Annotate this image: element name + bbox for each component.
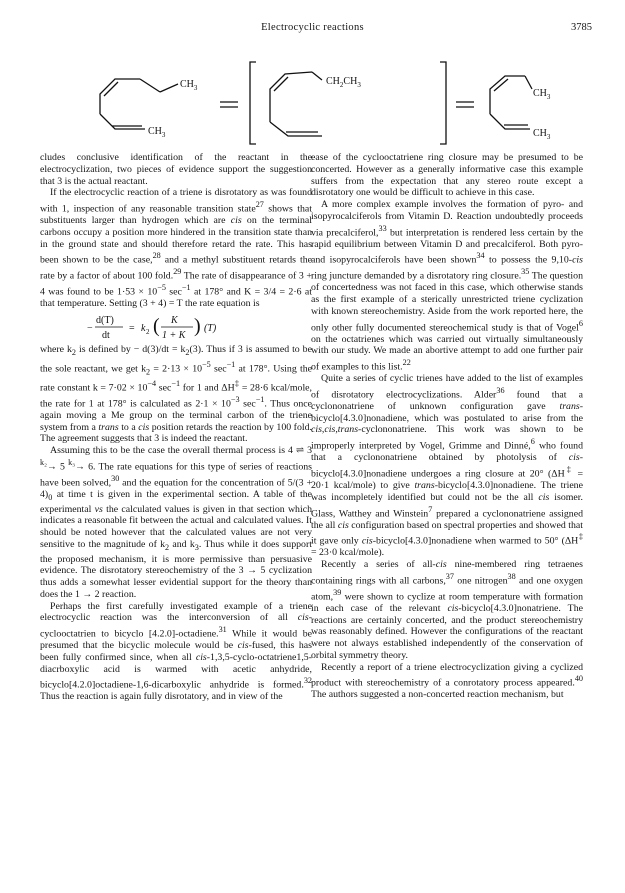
triene-middle	[270, 72, 322, 136]
right-paragraph-4: Recently a series of all-cis nine-membered ring tetraenes containing rings with all carbons,$^{37}$ one nitrogen$^{38}$ and one oxygen atom,$^{39}$ were shown to cyclize at room temperature with formation in each case of the relevant cis-bicyclo[4.3.0]nonatriene. The reactions are certainly concerted, and the product stereochemistry was reasonably defined. However the configurations of the reactant were not always established independently of the conservation of orbital symmetry theory.	[311, 559, 583, 661]
left-column	[40, 152, 312, 703]
eq-k: k	[141, 323, 146, 335]
svg-text:CH3: $CH_3$	[180, 79, 198, 92]
svg-text:CH3: $CH_3$	[148, 126, 166, 139]
rate-equation	[40, 312, 312, 342]
right-paragraph-5: Recently a report of a triene electrocyclization giving a cyclized product with stereochemistry of a conrotatory process appeared.$^{40}$ The authors suggested a non-concerted reaction mechanism, but	[311, 661, 583, 701]
label-ch3-right-top: CH	[533, 88, 547, 99]
svg-text:): )	[194, 315, 201, 338]
label-ch3-bottom: CH	[148, 126, 162, 137]
eq-lhs-num: d(T)	[96, 315, 114, 327]
triene-right	[490, 76, 532, 129]
label-ch3-top: CH	[180, 79, 194, 90]
running-header	[0, 22, 625, 36]
svg-text:2: 2	[146, 328, 150, 337]
eq-lhs-den: dt	[102, 330, 110, 342]
label-ch3-right-bottom: CH	[533, 128, 547, 139]
label-ch2ch3: CH	[326, 76, 340, 87]
left-paragraph-3: where $k_2$ is defined by − $d(3)/dt = k_2(3)$. Thus if 3 is assumed to be the sole reactant, we get $k_2 = 2\cdot 13 \times 10^{-5}$ $\sec^{-1}$ at 178°. Using the rate constant $k = 7\cdot 02 \times 10^{-4}$ $\sec^{-1}$ for 1 and ΔH‡ = 28·6 kcal/mole, the rate for 1 at 178° is calculated as $2\cdot 1 \times 10^{-3}$ $\sec^{-1}$. Thus once again moving a Me group on the terminal carbon of the triene system from a trans to a cis position retards the reaction by 100 fold. The agreement suggests that 3 is indeed the reactant.	[40, 344, 313, 445]
left-paragraph-5: Perhaps the first carefully investigated example of a triene electrocyclic reaction was the interconversion of all cis-cyclooctatrien to bicyclo [4.2.0]-octadiene.$^{31}$ While it would be presumed that the bicyclic molecule would be cis-fused, this has been fully confirmed since, when all cis-1,3,5-cyclo-octatriene1,5-diacrboxylic acid is warmed with acetic anhydride, bicyclo[4.2.0]octadiene-1,6-dicarboxylic anhydride is formed.$^{32}$ Thus the reaction is again fully disrotatory, and in view of the	[40, 600, 313, 703]
eq-T: (T)	[204, 323, 217, 335]
reaction-scheme	[60, 44, 580, 152]
svg-text:=: =	[129, 323, 135, 335]
page-number: 3785	[571, 22, 592, 33]
left-paragraph-4: Assuming this to be the case the overall thermal process is 4 ⇌ 3 $^{k_2}$→ 5 $^{k_3}$→ 6. The rate equations for this type of series of reactions have been solved,$^{30}$ and the equation for the concentration of $5/(3 + 4)_0$ at time t is given in the experimental section. A table of the experimental vs the calculated values is given in that section which indicates a reasonable fit between the actual and calculated values. It should be noted however that the calculated values are not very sensitive to the magnitude of $k_2$ and $k_3$. Thus while it does support the proposed mechanism, it is more permissive than persuasive evidence. The disrotatory stereochemistry of the 3 → 5 cyclization thus adds a somewhat lesser evidential support for the theory than does the 1 → 2 reaction.	[40, 445, 313, 600]
left-paragraph-2: If the electrocyclic reaction of a triene is disrotatory as was found with 1, inspection of any reasonable transition state$^{27}$ shows that substituents larger than hydrogen which are cis on the terminal carbons occupy a position more hindered in the transition state than in the ground state and should therefore retard the rate. This has been shown to be the case,$^{28}$ and a methyl substituent retards the rate by a factor of about 100 fold.$^{29}$ The rate of disappearance of 3 + 4 was found to be $1\cdot 53 \times 10^{-5}$ $\sec^{-1}$ at 178° and K = 3/4 = 2·6 at that temperature. Setting (3 + 4) = T the rate equation is	[40, 187, 313, 310]
triene-left	[100, 79, 160, 129]
bracket-right	[440, 62, 446, 144]
svg-text:−: −	[87, 323, 93, 335]
svg-text:CH3: $CH_3$	[533, 128, 551, 141]
svg-text:(: (	[153, 315, 160, 338]
right-paragraph-1: ease of the cyclooctatriene ring closure may be presumed to be concerted. However as a generally informative case this example suffers from the expectation that any stereo route except a disrotatory one would be difficult to achieve in this case.	[311, 152, 583, 199]
running-title: Electrocyclic reactions	[261, 22, 364, 33]
eq-K: K	[171, 315, 178, 327]
svg-text:CH3: $CH_3$	[533, 88, 551, 101]
bracket-left	[250, 62, 256, 144]
label-ch2ch3-rest: CH	[343, 76, 358, 87]
eq-den: 1 + K	[162, 330, 186, 342]
left-paragraph-1: cludes conclusive identification of the reactant in the electrocyclization, two pieces of evidence support the suggestion that 3 is the actual reactant.	[40, 152, 312, 187]
right-paragraph-3: Quite a series of cyclic trienes have added to the list of examples of disrotatory electrocyclizations. Alder$^{36}$ found that a cyclononatriene of unknown configuration gave trans-bicyclo[4.3.0]nonadiene, which was postulated to arise from the cis,cis,trans-cyclononatriene. This work was shown to be improperly interpreted by Vogel, Grimme and Dinné,$^6$ who found that a cyclononatriene obtained by photolysis of cis-bicyclo[4.3.0]nonadiene undergoes a ring closure at 20° (ΔH‡ = 20·1 kcal/mole) to give trans-bicyclo[4.3.0]nonadiene. The triene was incompletely identified but could not be the all cis isomer. Glass, Watthey and Winstein$^7$ prepared a cyclononatriene assigned the all cis configuration based on spectral properties and showed that it gave only cis-bicyclo[4.3.0]nonadiene when warmed to 50° (ΔH‡ = 23·0 kcal/mole).	[311, 373, 584, 559]
right-paragraph-2: A more complex example involves the formation of pyro- and isopyrocalciferols from Vitamin D. Reaction undoubtedly proceeds via precalciferol,$^{33}$ but interpretation is rendered less certain by the rapid equilibrium between Vitamin D and precalciferol. Both pyro- and isopyrocalciferols have been shown$^{34}$ to possess the 9,10-cis ring juncture demanded by a disrotatory ring closure.$^{35}$ The question of concertedness was not faced in this case, which otherwise stands as the first example of a sterically unrestricted triene cyclization with known stereochemistry. Aside from the work reported here, the only other fully documented stereochemical study is that of Vogel$^6$ on the octatrienes which was carried out virtually simultaneously with our study. We made an abortive attempt to add one further pair of examples to this list.$^{22}$	[311, 199, 583, 373]
right-column	[311, 152, 583, 701]
svg-text:CH2CH3: $CH_2CH_3$	[326, 76, 361, 89]
